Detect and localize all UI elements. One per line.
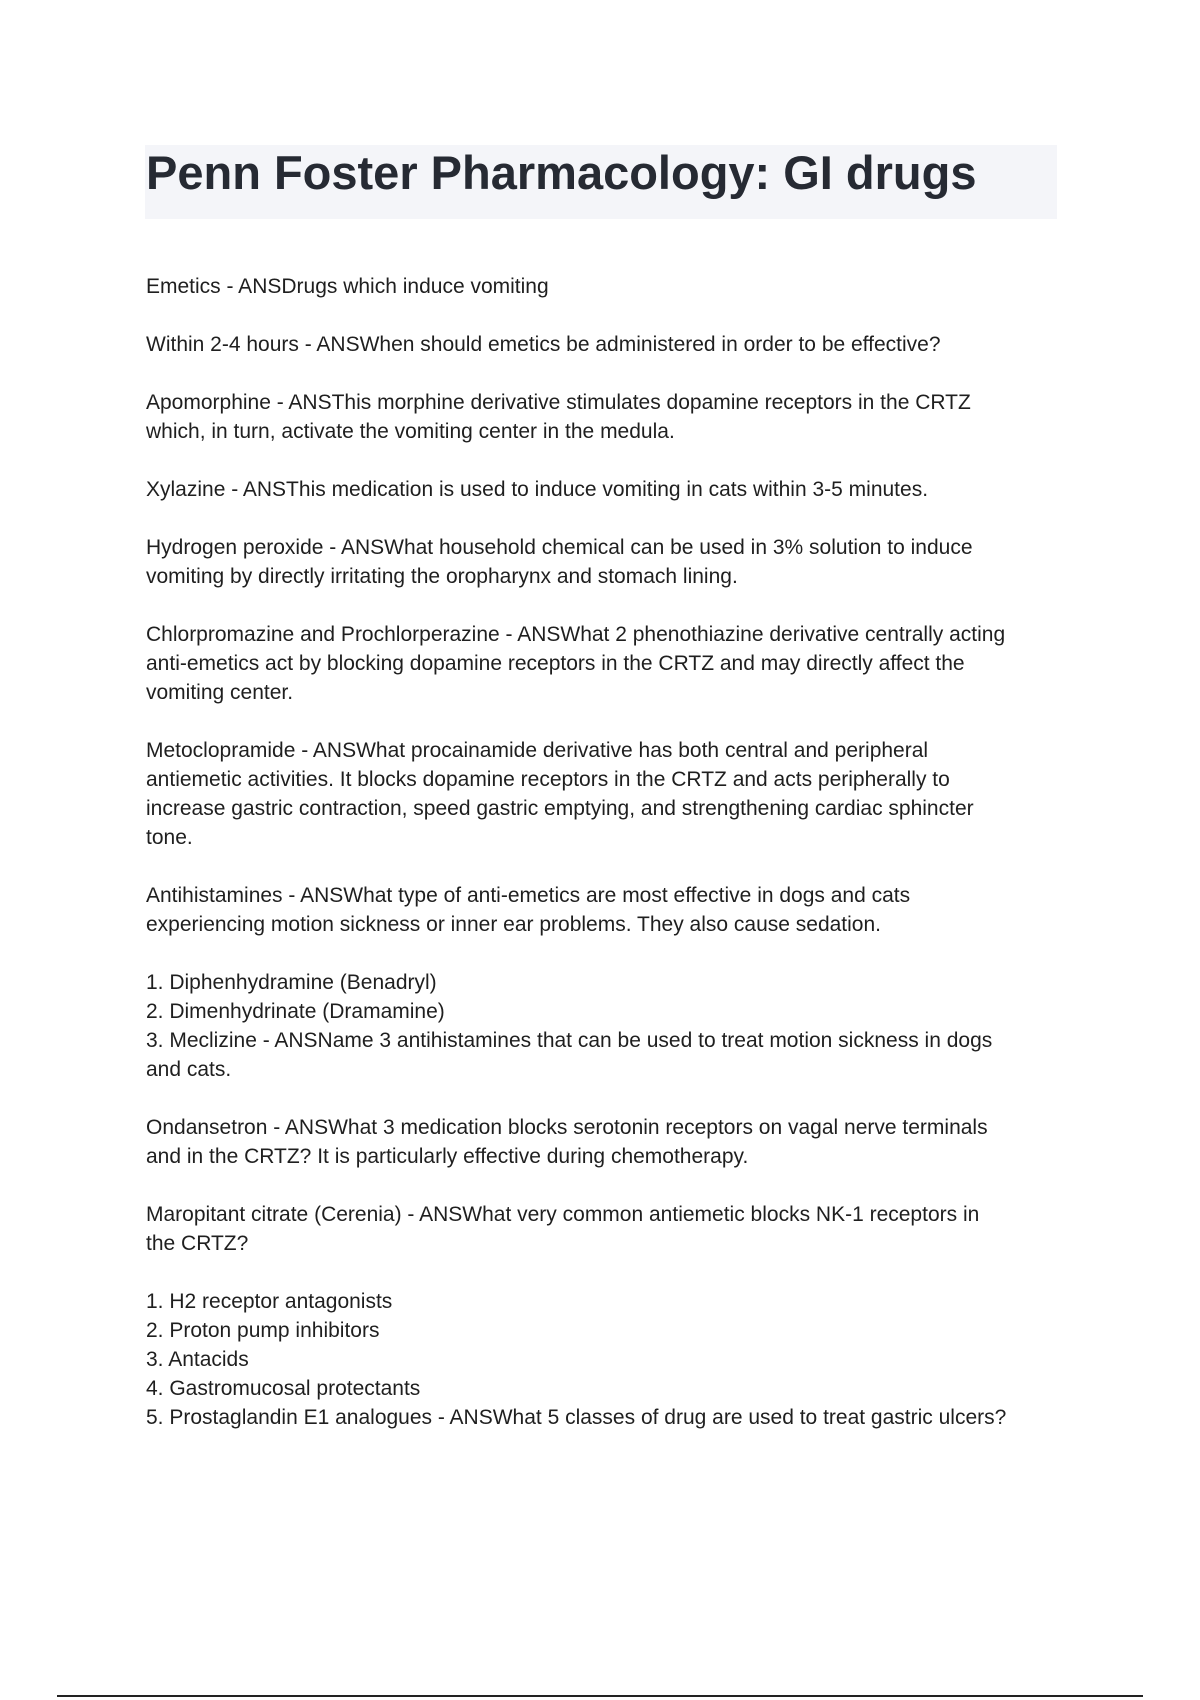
entry-line: tone. — [146, 826, 193, 849]
entry-line: which, in turn, activate the vomiting center in the medula. — [146, 420, 675, 443]
entry-line: anti-emetics act by blocking dopamine receptors in the CRTZ and may directly affect the — [146, 652, 965, 675]
qa-entry — [146, 475, 1066, 504]
qa-entry — [146, 620, 1066, 707]
entry-line: Emetics - ANSDrugs which induce vomiting — [146, 275, 549, 298]
entry-line: Within 2-4 hours - ANSWhen should emetics be administered in order to be effective? — [146, 333, 941, 356]
qa-entry — [146, 272, 1066, 301]
entry-line: the CRTZ? — [146, 1232, 249, 1255]
entry-line: Antihistamines - ANSWhat type of anti-emetics are most effective in dogs and cats — [146, 884, 911, 907]
entry-line: and cats. — [146, 1058, 232, 1081]
entry-line: 2. Dimenhydrinate (Dramamine) — [146, 1000, 445, 1023]
entry-line: 4. Gastromucosal protectants — [146, 1377, 421, 1400]
entry-line: 1. H2 receptor antagonists — [146, 1290, 393, 1313]
entry-line: Hydrogen peroxide - ANSWhat household chemical can be used in 3% solution to induce — [146, 536, 973, 559]
entry-line: 1. Diphenhydramine (Benadryl) — [146, 971, 437, 994]
entry-line: experiencing motion sickness or inner ear problems. They also cause sedation. — [146, 913, 881, 936]
footer-divider — [57, 1695, 1143, 1697]
entry-line: 5. Prostaglandin E1 analogues - ANSWhat 5 classes of drug are used to treat gastric ulcers? — [146, 1406, 1007, 1429]
entry-line: vomiting by directly irritating the oropharynx and stomach lining. — [146, 565, 738, 588]
entry-line: increase gastric contraction, speed gastric emptying, and strengthening cardiac sphincter — [146, 797, 974, 820]
qa-entry — [146, 1200, 1066, 1258]
entry-line: Xylazine - ANSThis medication is used to induce vomiting in cats within 3-5 minutes. — [146, 478, 929, 501]
entry-line: Maropitant citrate (Cerenia) - ANSWhat very common antiemetic blocks NK-1 receptors in — [146, 1203, 980, 1226]
qa-entry — [146, 1287, 1066, 1432]
entry-line: 2. Proton pump inhibitors — [146, 1319, 380, 1342]
qa-entry — [146, 533, 1066, 591]
page-title: Penn Foster Pharmacology: GI drugs — [146, 146, 977, 199]
entry-line: antiemetic activities. It blocks dopamine receptors in the CRTZ and acts peripherally to — [146, 768, 950, 791]
entry-line: vomiting center. — [146, 681, 294, 704]
entry-line: Metoclopramide - ANSWhat procainamide derivative has both central and peripheral — [146, 739, 929, 762]
flashcard-list — [146, 272, 1066, 1461]
qa-entry — [146, 1113, 1066, 1171]
entry-line: Apomorphine - ANSThis morphine derivative stimulates dopamine receptors in the CRTZ — [146, 391, 971, 414]
entry-line: and in the CRTZ? It is particularly effective during chemotherapy. — [146, 1145, 749, 1168]
entry-line: Chlorpromazine and Prochlorperazine - ANSWhat 2 phenothiazine derivative centrally acting — [146, 623, 1006, 646]
qa-entry — [146, 881, 1066, 939]
entry-line: 3. Antacids — [146, 1348, 249, 1371]
entry-line: Ondansetron - ANSWhat 3 medication blocks serotonin receptors on vagal nerve terminals — [146, 1116, 988, 1139]
qa-entry — [146, 736, 1066, 852]
entry-line: 3. Meclizine - ANSName 3 antihistamines that can be used to treat motion sickness in dogs — [146, 1029, 993, 1052]
qa-entry — [146, 388, 1066, 446]
qa-entry — [146, 968, 1066, 1084]
qa-entry — [146, 330, 1066, 359]
